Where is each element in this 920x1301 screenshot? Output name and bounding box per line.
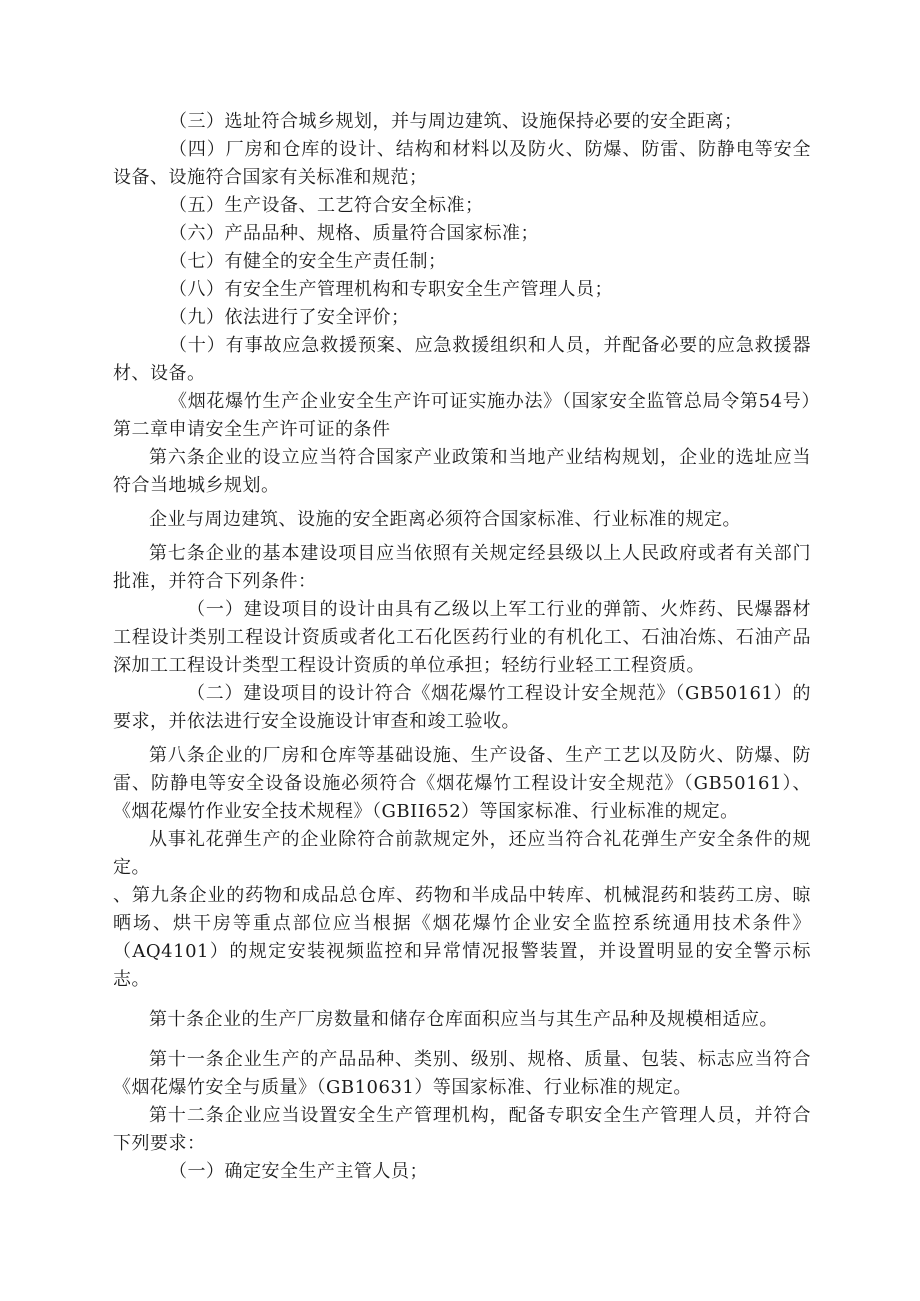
article-7-item-1: （一）建设项目的设计由具有乙级以上军工行业的弹箭、火炸药、民爆器材工程设计类别工程设计资质或者化工石化医药行业的有机化工、石油冶炼、石油产品深加工工程设计类型工程设计资质的单位承担；轻纺行业轻工工程资质。 — [113, 599, 811, 676]
article-7: 第七条企业的基本建设项目应当依照有关规定经县级以上人民政府或者有关部门批准，并符合下列条件： — [113, 543, 811, 592]
paragraph-item-10: （十）有事故应急救援预案、应急救援组织和人员，并配备必要的应急救援器材、设备。 — [113, 335, 811, 384]
article-6: 第六条企业的设立应当符合国家产业政策和当地产业结构规划，企业的选址应当符合当地城乡规划。 — [113, 447, 811, 496]
article-7-item-2: （二）建设项目的设计符合《烟花爆竹工程设计安全规范》（GB50161）的要求，并依法进行安全设施设计审查和竣工验收。 — [113, 683, 811, 732]
paragraph-item-4: （四）厂房和仓库的设计、结构和材料以及防火、防爆、防雷、防静电等安全设备、设施符合国家有关标准和规范； — [113, 139, 811, 188]
paragraph-item-3: （三）选址符合城乡规划，并与周边建筑、设施保持必要的安全距离； — [169, 111, 743, 132]
article-10: 第十条企业的生产厂房数量和储存仓库面积应当与其生产品种及规模相适应。 — [149, 1009, 778, 1030]
article-9: 、第九条企业的药物和成品总仓库、药物和半成品中转库、机械混药和装药工房、晾晒场、烘干房等重点部位应当根据《烟花爆竹企业安全监控系统通用技术条件》（AQ4101）的规定安装视频监控和异常情况报警装置，并设置明显的安全警示标志。 — [113, 885, 811, 990]
article-12-item-1: （一）确定安全生产主管人员； — [169, 1161, 428, 1182]
paragraph-item-7: （七）有健全的安全生产责任制； — [169, 251, 447, 272]
article-12: 第十二条企业应当设置安全生产管理机构，配备专职安全生产管理人员，并符合下列要求： — [113, 1105, 811, 1154]
paragraph-item-9: （九）依法进行了安全评价； — [169, 307, 410, 328]
paragraph-item-5: （五）生产设备、工艺符合安全标准； — [169, 195, 484, 216]
article-6-paragraph-2: 企业与周边建筑、设施的安全距离必须符合国家标准、行业标准的规定。 — [149, 509, 741, 530]
regulation-title: 《烟花爆竹生产企业安全生产许可证实施办法》（国家安全监管总局令第54号）第二章申请安全生产许可证的条件 — [113, 391, 811, 440]
paragraph-item-6: （六）产品品种、规格、质量符合国家标准； — [169, 223, 539, 244]
paragraph-item-8: （八）有安全生产管理机构和专职安全生产管理人员； — [169, 279, 613, 300]
article-11: 第十一条企业生产的产品品种、类别、级别、规格、质量、包装、标志应当符合《烟花爆竹安全与质量》（GB10631）等国家标准、行业标准的规定。 — [113, 1049, 811, 1098]
article-8: 第八条企业的厂房和仓库等基础设施、生产设备、生产工艺以及防火、防爆、防雷、防静电等安全设备设施必须符合《烟花爆竹工程设计安全规范》（GB50161）、《烟花爆竹作业安全技术规程》（GBII652）等国家标准、行业标准的规定。 — [113, 745, 811, 822]
document-page — [113, 108, 811, 1186]
article-8-paragraph-2: 从事礼花弹生产的企业除符合前款规定外，还应当符合礼花弹生产安全条件的规定。 — [113, 829, 811, 878]
